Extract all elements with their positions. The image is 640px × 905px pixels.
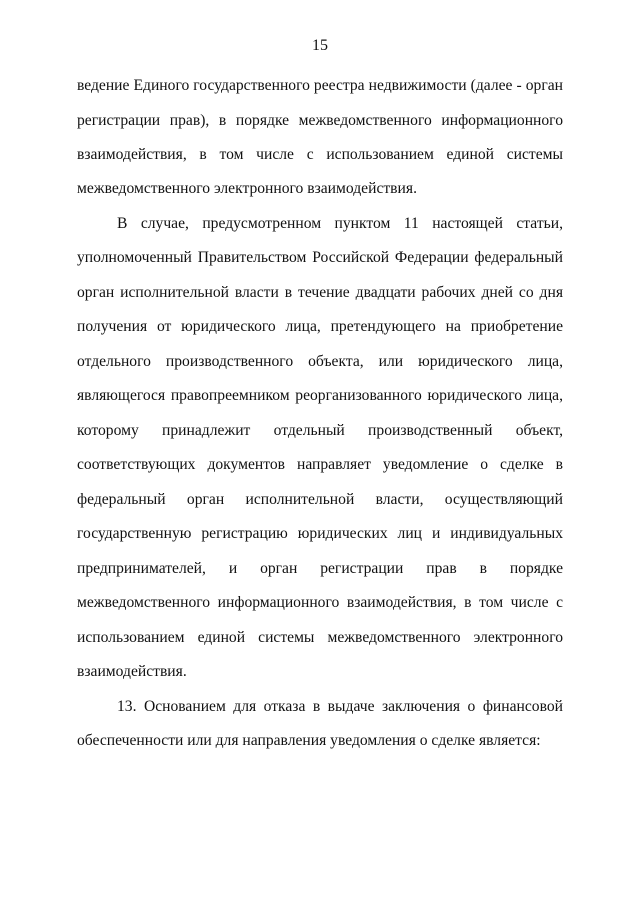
page-number: 15 (312, 37, 328, 54)
text-line: межведомственного информационного взаимодействия, в том числе с (77, 594, 563, 611)
text-line: ведение Единого государственного реестра недвижимости (далее - орган (77, 77, 563, 94)
text-line: федеральный орган исполнительной власти, осуществляющий (77, 491, 563, 508)
text-line: которому принадлежит отдельный производственный объект, (77, 422, 563, 439)
text-line: межведомственного электронного взаимодействия. (77, 180, 417, 197)
text-line: обеспеченности или для направления уведомления о сделке является: (77, 732, 541, 749)
text-line: В случае, предусмотренном пунктом 11 настоящей статьи, (117, 215, 563, 232)
text-line: государственную регистрацию юридических лиц и индивидуальных (77, 525, 563, 542)
text-line: предпринимателей, и орган регистрации прав в порядке (77, 560, 563, 577)
text-line: регистрации прав), в порядке межведомственного информационного (77, 112, 563, 129)
text-line: являющегося правопреемником реорганизованного юридического лица, (77, 387, 563, 404)
text-line: получения от юридического лица, претендующего на приобретение (77, 318, 563, 335)
text-line: орган исполнительной власти в течение двадцати рабочих дней со дня (77, 284, 563, 301)
text-line: взаимодействия, в том числе с использованием единой системы (77, 146, 563, 163)
text-line: уполномоченный Правительством Российской Федерации федеральный (77, 249, 563, 266)
text-line: соответствующих документов направляет уведомление о сделке в (77, 456, 563, 473)
text-line: 13. Основанием для отказа в выдаче заключения о финансовой (117, 698, 563, 715)
text-line: отдельного производственного объекта, или юридического лица, (77, 353, 563, 370)
text-line: взаимодействия. (77, 663, 187, 680)
text-line: использованием единой системы межведомственного электронного (77, 629, 563, 646)
